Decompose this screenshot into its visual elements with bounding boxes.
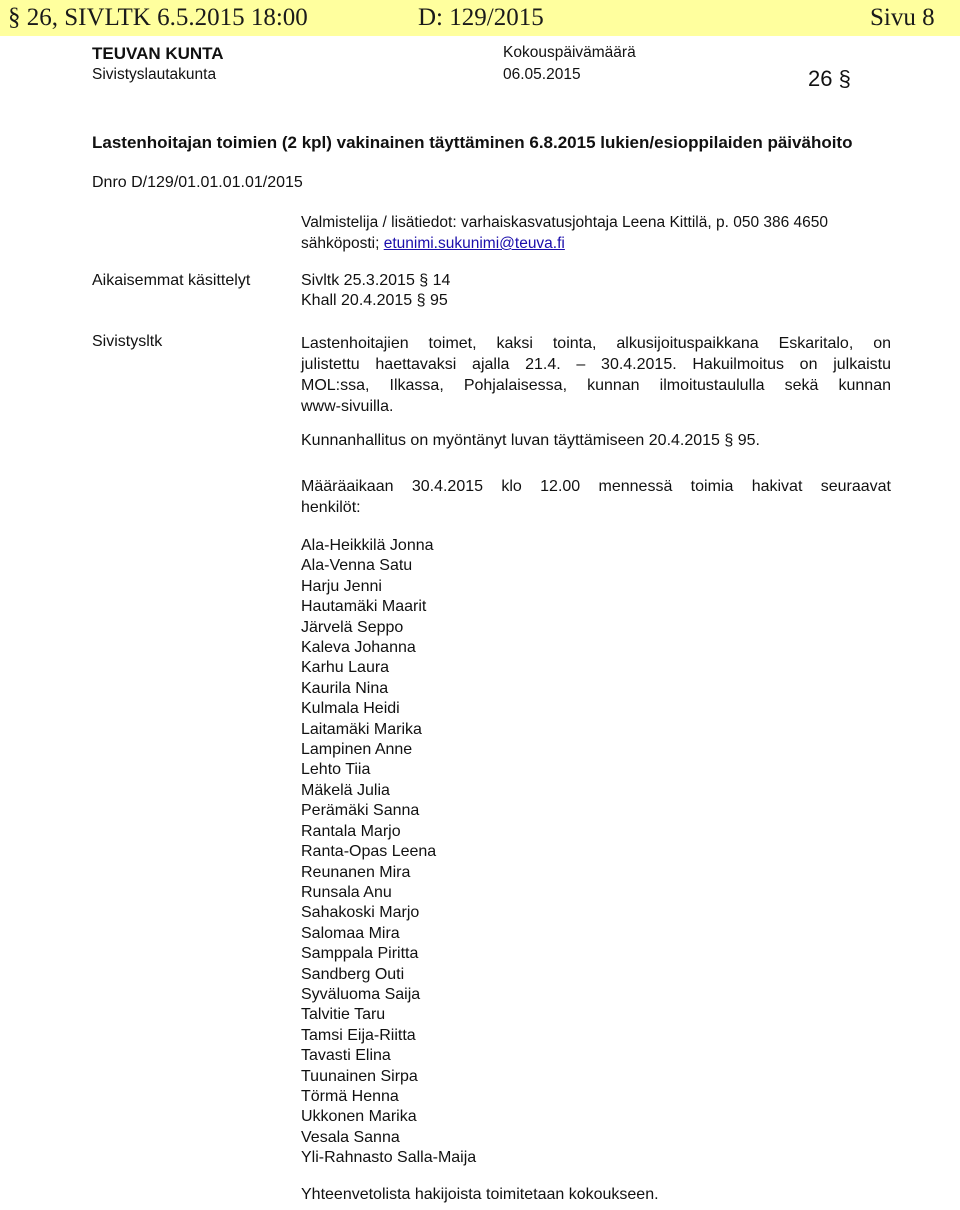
applicant-name: Ala-Venna Satu [301,557,413,575]
applicant-name: Ukkonen Marika [301,1108,417,1126]
previous-handling-item: Khall 20.4.2015 § 95 [301,292,448,309]
paragraph-line: Lastenhoitajien toimet, kaksi tointa, alkusijoituspaikkana Eskaritalo, on [301,335,891,352]
previous-handling-label: Aikaisemmat käsittelyt [92,272,251,289]
applicant-name: Kaurila Nina [301,679,389,697]
email-label: sähköposti; [301,235,384,252]
applicant-name: Tavasti Elina [301,1047,391,1065]
applicant-name: Salomaa Mira [301,924,400,942]
board-name: Sivistyslautakunta [92,66,217,83]
applicant-name: Harju Jenni [301,577,382,595]
applicant-name: Runsala Anu [301,883,392,901]
applicant-name: Laitamäki Marika [301,720,422,738]
applicant-name: Tamsi Eija-Riitta [301,1026,416,1044]
meeting-date: 06.05.2015 [503,66,581,83]
body-label: Sivistysltk [92,333,163,350]
applicant-name: Törmä Henna [301,1087,399,1105]
applicant-name: Lehto Tiia [301,761,371,779]
applicant-name: Ala-Heikkilä Jonna [301,537,434,554]
applicant-name: Vesala Sanna [301,1128,400,1146]
record-number: Dnro D/129/01.01.01.01/2015 [92,174,303,191]
paragraph-line: henkilöt: [301,499,361,516]
applicant-name: Yli-Rahnasto Salla-Maija [301,1149,477,1167]
applicant-list [301,536,476,1169]
applicant-name: Perämäki Sanna [301,802,420,820]
document-header-bar [0,0,960,36]
applicant-name: Syväluoma Saija [301,985,421,1003]
main-paragraph [301,333,891,417]
email-link[interactable]: etunimi.sukunimi@teuva.fi [383,235,565,252]
applicant-name: Kaleva Johanna [301,639,416,657]
applicant-name: Kulmala Heidi [301,700,400,718]
meeting-date-label: Kokouspäivämäärä [503,44,636,61]
paragraph-line: MOL:ssa, Ilkassa, Pohjalaisessa, kunnan ilmoitustaululla sekä kunnan [301,377,891,394]
closing-note: Yhteenvetolista hakijoista toimitetaan kokoukseen. [301,1186,659,1203]
applicant-name: Samppala Piritta [301,945,419,963]
applicant-name: Tuunainen Sirpa [301,1067,418,1085]
page-title: Lastenhoitajan toimien (2 kpl) vakinainen täyttäminen 6.8.2015 lukien/esioppilaiden päivähoito [92,133,853,152]
section-number: 26 § [808,66,851,91]
applicant-name: Karhu Laura [301,659,390,677]
organization-name: TEUVAN KUNTA [92,44,224,63]
header-section-date: § 26, SIVLTK 6.5.2015 18:00 [8,4,308,31]
applicant-name: Ranta-Opas Leena [301,843,437,861]
applicant-name: Rantala Marjo [301,822,401,840]
header-document-id: D: 129/2015 [418,4,544,31]
applicant-name: Mäkelä Julia [301,781,390,799]
applicant-name: Reunanen Mira [301,863,411,881]
paragraph-line: Määräaikaan 30.4.2015 klo 12.00 mennessä toimia hakivat seuraavat [301,478,891,495]
paragraph-line: www-sivuilla. [301,398,394,415]
applicant-name: Sandberg Outi [301,965,405,983]
previous-handling-item: Sivltk 25.3.2015 § 14 [301,272,451,289]
paragraph-line: julistettu haettavaksi ajalla 21.4. – 30.4.2015. Hakuilmoitus on julkaistu [301,356,891,373]
applicant-name: Sahakoski Marjo [301,904,420,922]
deadline-paragraph [301,476,891,518]
applicant-name: Hautamäki Maarit [301,598,427,616]
applicant-name: Järvelä Seppo [301,618,404,636]
preparer-info: Valmistelija / lisätiedot: varhaiskasvatusjohtaja Leena Kittilä, p. 050 386 4650 [301,214,829,231]
preparer-email-line [301,235,565,253]
applicant-name: Talvitie Taru [301,1006,386,1024]
header-page-number: Sivu 8 [870,4,935,31]
applicant-name: Lampinen Anne [301,741,413,759]
permission-text: Kunnanhallitus on myöntänyt luvan täyttämiseen 20.4.2015 § 95. [301,432,760,449]
